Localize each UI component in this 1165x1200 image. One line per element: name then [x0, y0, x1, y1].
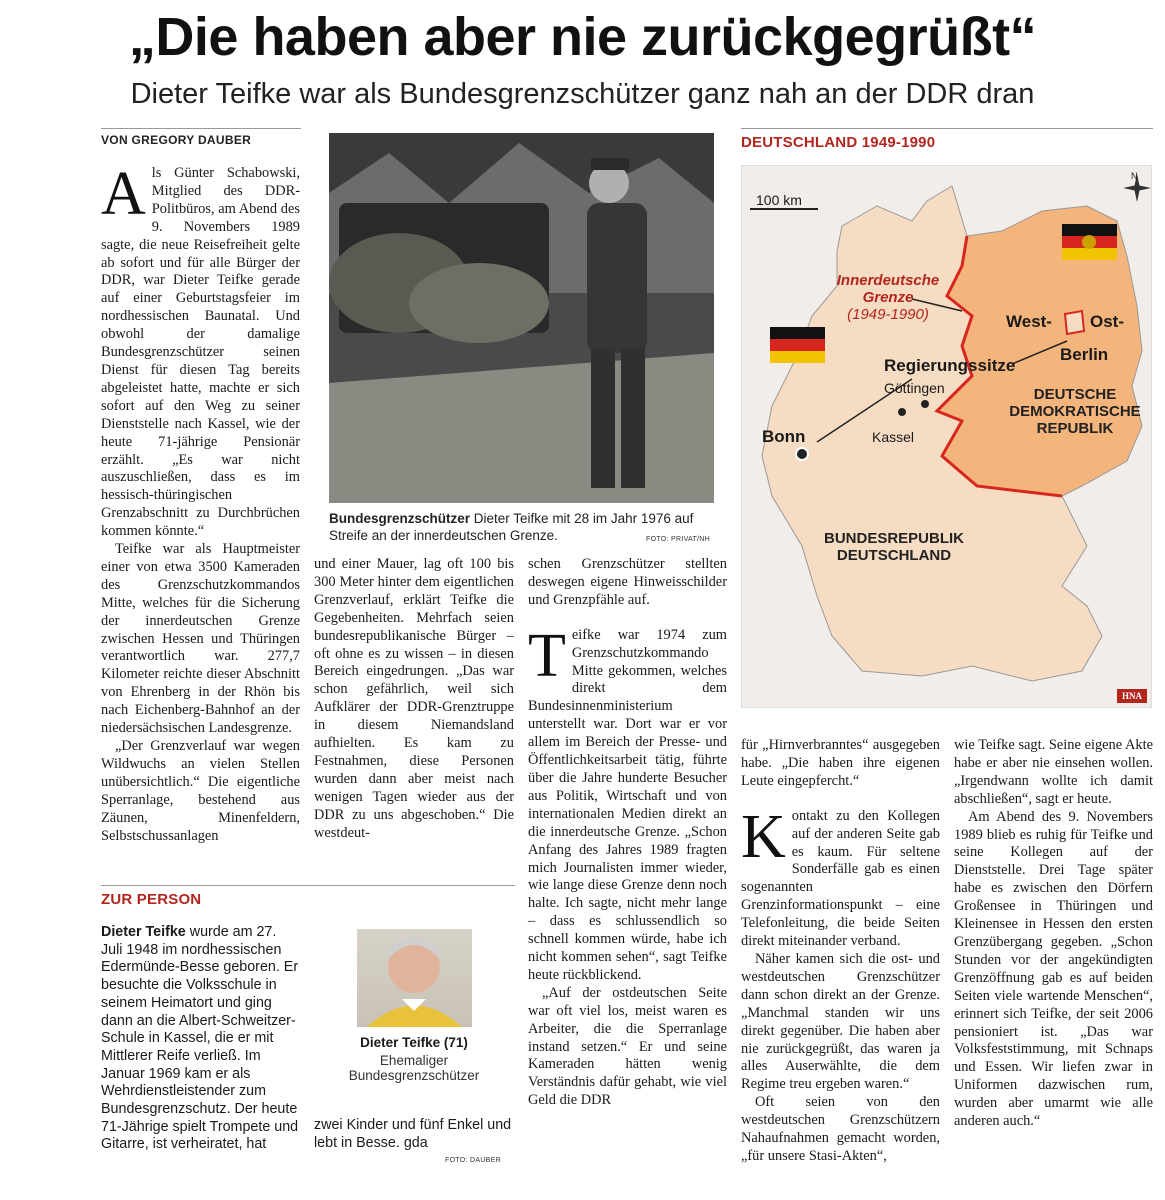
seats-label: Regierungssitze [884, 356, 1016, 375]
caption-text: Dieter Teifke mit 28 im Jahr 1976 auf Streife an der innerdeutschen Grenze. [329, 511, 694, 543]
portrait-name: Dieter Teifke (71) [360, 1035, 468, 1050]
headline: „Die haben aber nie zurückgegrüßt“ [128, 7, 1037, 67]
col4-paragraph-2: ontakt zu den Kollegen auf der anderen Seite gab es kaum. Für seltene Sonderfälle gab es einen sogenannten Grenzinformationspunkt – eine Telefonleitung, die beide Seiten direkt miteinander verband. [741, 807, 940, 950]
col3-paragraph-2: eifke war 1974 zum Grenzschutzkommando Mitte gekommen, welches direkt dem Bundesinnenministerium unterstellt war. Dort war er vor allem im Bereich der Presse- und Öffentlichkeitsarbeit tätig, führte über die Jahre hunderte Besucher aus Politik, Wirtschaft und von internationalen Medien direkt an die innerdeutsche Grenze. „Schon Anfang des Jahres 1989 fragten mich Journalisten immer wieder, wie lange diese Grenze denn noch halte. Ich sagte, nicht mehr lange – dass es schlussendlich so schnell kommen würde, habe ich nicht kommen sehen“, sagt Teifke heute rückblickend. [528, 626, 727, 983]
photo-credit: FOTO: PRIVAT/NH [646, 536, 711, 543]
person-bio-part-1: wurde am 27. Juli 1948 im nordhessischen Edermünde-Besse geboren. Er besuchte die Volksschule in seinem Heimatort und ging dann an die Albert-Schweitzer-Schule in Kassel, die er mit Mittlerer Reife verließ. Im Januar 1969 kam er als Wehrdienstleistender zum Bundesgrenzschutz. Der heute 71-Jährige spielt Trompete und Gitarre, ist verheiratet, hat [101, 924, 299, 1153]
hna-logo: HNA [1122, 691, 1142, 701]
ddr-label-line-3: REPUBLIK [1036, 420, 1114, 437]
ddr-label-line-2: DEMOKRATISCHE [1009, 403, 1141, 420]
brd-label [814, 530, 974, 564]
person-name-bold: Dieter Teifke [101, 924, 186, 940]
article-column-2 [314, 556, 514, 861]
goettingen-dot [921, 400, 929, 408]
border-label [828, 272, 948, 323]
brd-label-line-2: DEUTSCHLAND [836, 547, 952, 564]
ddr-label-line-1: DEUTSCHE [1033, 386, 1117, 403]
kassel-label: Kassel [872, 429, 915, 445]
col1-paragraph-2: Teifke war als Hauptmeister einer von etwa 3500 Kameraden des Grenzschutzkommandos Mitte, welches für die Sicherung der innerdeutschen Grenze zwischen Hessen und Thüringen verantwortlich war. 277,7 Kilometer reichte dieser Abschnitt von Ehrenberg in der Rhön bis nach Eichenberg-Bahnhof an der niedersächsischen Landesgrenze. [101, 541, 300, 737]
brd-label-line-1: BUNDESREPUBLIK [823, 530, 964, 547]
drop-cap-k: K [741, 802, 786, 871]
portrait-photo [357, 929, 472, 1027]
person-rule [101, 885, 515, 886]
ddr-flag-icon [1062, 224, 1117, 260]
col2-paragraph-1: und einer Mauer, lag oft 100 bis 300 Meter hinter dem eigentlichen Grenzverlauf, erklärt Teifke die Gegebenheiten. Mehrfach seien bundesrepublikanische Bürger – oft ohne es zu wissen – in diesen Bereich eingedrungen. „Das war schon gefährlich, weil sich Aufklärer der DDR-Grenztruppe in diesem Niemandsland aufhielten. Es kam zu Festnahmen, diese Personen wurden dann aber meist nach wenigen Tagen wieder aus der DDR zu uns abgeschoben.“ Die westdeut- [314, 556, 514, 841]
col4-paragraph-4: Oft seien von den westdeutschen Grenzschützern Nahaufnahmen gemacht worden, „für unsere Stasi-Akten“, [741, 1094, 940, 1164]
photo-illustration [329, 133, 714, 503]
col4-paragraph-3: Näher kamen sich die ost- und westdeutschen Grenzschützer dann schon direkt an der Grenze. „Manchmal standen wir uns direkt gegenüber. Die haben aber nie zurückgegrüßt, das waren ja alles Auserwählte, die dem Regime treu ergeben waren.“ [741, 950, 940, 1093]
brd-flag-icon [770, 327, 825, 363]
col3-paragraph-3: „Auf der ostdeutschen Seite war oft viel los, meist waren es Arbeiter, die die Sperranlage instand setzen.“ Er und seine Kameraden hätten wenig Verständnis dafür gehabt, wie viel Geld die DDR [528, 984, 727, 1109]
person-bio-continued [314, 1117, 514, 1152]
person-signature: gda [399, 1134, 428, 1151]
border-label-line-1: Innerdeutsche [836, 272, 940, 289]
article-column-4 [741, 737, 940, 1167]
portrait-illustration [357, 929, 472, 1027]
article-column-5 [954, 737, 1153, 1167]
east-berlin-label: Ost- [1090, 312, 1124, 331]
article-column-1 [101, 160, 300, 860]
col1-paragraph-1: ls Günter Schabowski, Mitglied des DDR-Politbüros, am Abend des 9. Novembers 1989 sagte, die neue Reisefreiheit gelte ab sofort und für alle Bürger der DDR, war Dieter Teifke gerade auf einer Geburtstagsfeier im nordhessischen Baunatal. Und obwohl der damalige Bundesgrenzschützer seinen Dienst für diesen Tag bereits abgeleistet hatte, machte er sich sofort auf den Weg zu seiner Dienststelle nach Kassel, wie der heute 71-jährige Pensionär erzählt. „Es war nicht auszuschließen, dass es im hessisch-thüringischen Grenzabschnitt zu Durchbrüchen kommen könnte.“ [101, 165, 300, 540]
germany-map [741, 165, 1152, 708]
subheadline: Dieter Teifke war als Bundesgrenzschützer ganz nah an der DDR dran [130, 78, 1035, 110]
map-rule [741, 128, 1153, 129]
berlin-marker [1065, 311, 1084, 334]
kassel-dot [898, 408, 906, 416]
bonn-label: Bonn [762, 427, 806, 446]
bonn-dot [796, 448, 808, 460]
caption-bold: Bundesgrenzschützer [329, 511, 471, 526]
portrait-credit: FOTO: DAUBER [445, 1157, 501, 1164]
col5-paragraph-1: wie Teifke sagt. Seine eigene Akte habe er aber nie einsehen wollen. „Irgendwann wollte ich damit abschließen“, sagt er heute. [954, 737, 1153, 807]
col4-paragraph-1: für „Hirnverbranntes“ ausgegeben habe. „Die haben ihre eigenen Leute eingepfercht.“ [741, 737, 940, 789]
ddr-label [1000, 386, 1150, 437]
byline: VON GREGORY DAUBER [101, 133, 252, 147]
goettingen-label: Göttingen [884, 380, 945, 396]
scale-label: 100 km [756, 192, 802, 208]
col5-paragraph-2: Am Abend des 9. Novembers 1989 blieb es ruhig für Teifke und seine Kollegen auf der Dienststelle. Drei Tage später habe es zwischen den Dörfern Großensee in Thüringen und Kleinensee in Hessen den ersten Grenzübergang gegeben. „Schon Stunden vor der angekündigten Grenzöffnung gab es auf beiden Seiten viele wartende Menschen“, erinnert sich Teifke, der seit 2006 pensioniert ist. „Das war Volksfeststimmung, mit Schnaps und Essen. Wir liefen zwar in Uniformen dazwischen rum, wurden aber umarmt wie alle anderen auch.“ [954, 808, 1153, 1130]
col3-paragraph-1: schen Grenzschützer stellten deswegen eigene Hinweisschilder und Grenzpfähle auf. [528, 556, 727, 608]
border-label-line-2: Grenze [862, 289, 914, 306]
person-bio-part-2: zwei Kinder und fünf Enkel und lebt in Besse. [314, 1117, 512, 1151]
berlin-label: Berlin [1060, 345, 1109, 364]
compass-label: N [1131, 171, 1138, 181]
border-label-line-3: (1949-1990) [847, 306, 929, 323]
west-berlin-label: West- [1006, 312, 1052, 331]
border-patrol-photo [329, 133, 714, 503]
article-column-3 [528, 556, 727, 1166]
drop-cap-t: T [528, 621, 566, 690]
person-title: ZUR PERSON [101, 891, 202, 908]
portrait-role: Ehemaliger Bundesgrenzschützer [348, 1053, 480, 1083]
col1-paragraph-3: „Der Grenzverlauf war wegen Wildwuchs an vielen Stellen unübersichtlich.“ Die eigentliche Sperranlage, bestehend aus Zäunen, Minenfeldern, Selbstschussanlagen [101, 738, 300, 844]
person-bio [101, 924, 301, 1154]
map-title: DEUTSCHLAND 1949-1990 [741, 134, 936, 151]
byline-rule [101, 128, 301, 129]
drop-cap-a: A [101, 160, 146, 228]
